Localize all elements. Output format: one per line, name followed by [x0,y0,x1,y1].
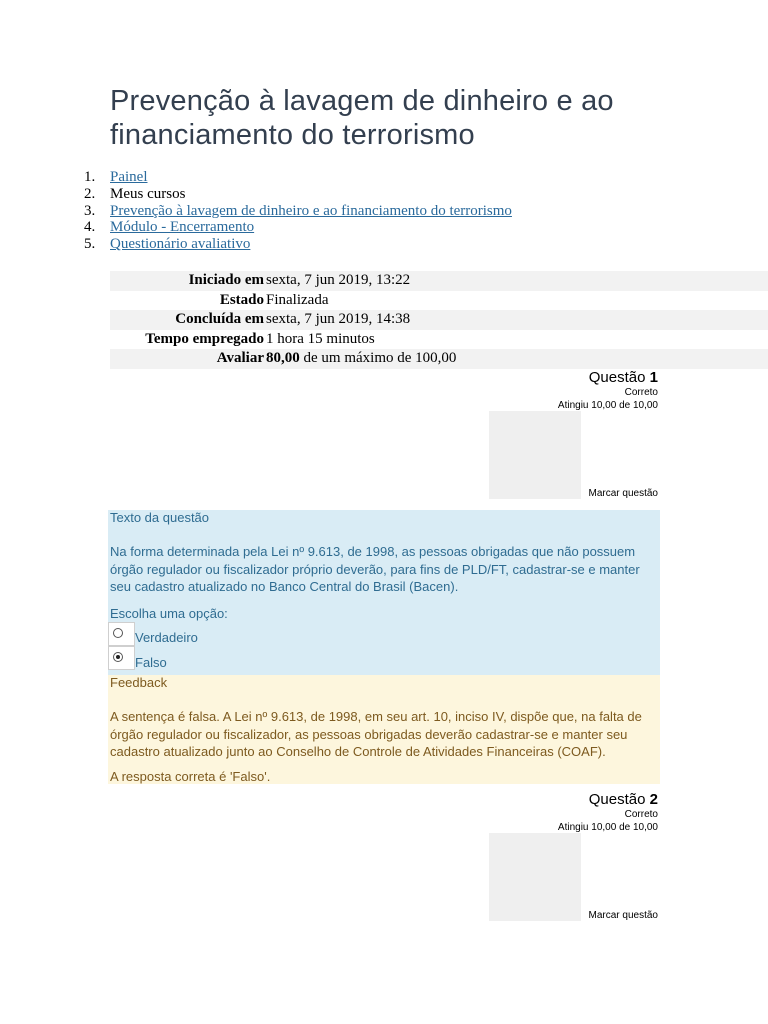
breadcrumb-item-questionario[interactable]: 5. Questionário avaliativo [84,236,251,253]
summary-row-state: Estado Finalizada [110,291,768,311]
breadcrumb [84,169,512,253]
summary-row-completed: Concluída em sexta, 7 jun 2019, 14:38 [110,310,768,330]
feedback-header: Feedback [110,675,168,690]
question-1-score: Atingiu 10,00 de 10,00 [557,400,658,411]
summary-row-time: Tempo empregado 1 hora 15 minutos [110,330,768,350]
breadcrumb-link-painel[interactable]: Painel [110,169,148,185]
question-1-number: 1 [649,369,658,386]
radio-falso[interactable] [113,652,123,662]
question-1-feedback [108,675,660,784]
grade-value: 80,00 [266,350,300,366]
breadcrumb-item-painel[interactable]: 1. Painel [84,169,148,185]
breadcrumb-link-curso[interactable]: Prevenção à lavagem de dinheiro e ao financiamento do terrorismo [110,202,512,219]
feedback-text: A sentença é falsa. A Lei nº 9.613, de 1998, em seu art. 10, inciso IV, dispõe que, na falta de órgão regulador ou fiscalizador, as pessoas obrigadas deverão cadastrar-se e manter seu cadastro atualizado junto ao Conselho de Controle de Atividades Financeiras (COAF). [110,709,642,759]
question-prompt: Escolha uma opção: [110,606,228,621]
summary-row-started: Iniciado em sexta, 7 jun 2019, 13:22 [110,271,768,291]
summary-row-grade: Avaliar 80,00 de um máximo de 100,00 [110,349,768,369]
page-title: Prevenção à lavagem de dinheiro e ao financiamento do terrorismo [110,85,614,151]
question-2-status: Correto [624,809,658,820]
option-falso-box[interactable] [108,646,135,670]
question-1-status: Correto [624,387,658,398]
breadcrumb-item-meus-cursos: 2. Meus cursos [84,185,186,202]
option-verdadeiro-label[interactable]: Verdadeiro [135,630,198,645]
breadcrumb-item-curso[interactable]: 3. Prevenção à lavagem de dinheiro e ao financiamento do terrorismo [84,202,512,219]
radio-verdadeiro[interactable] [113,628,123,638]
question-2-info: Questão 2 Correto Atingiu 10,00 de 10,00 [470,791,658,834]
question-2-flag-image[interactable] [489,833,581,921]
option-verdadeiro-box[interactable] [108,622,135,646]
question-1-flag-image[interactable] [489,411,581,499]
breadcrumb-text-meus-cursos: Meus cursos [110,185,186,202]
attempt-summary-table [110,271,768,369]
breadcrumb-link-questionario[interactable]: Questionário avaliativo [110,236,251,253]
question-2-score: Atingiu 10,00 de 10,00 [557,822,658,833]
option-falso-label[interactable]: Falso [135,655,167,670]
question-1-flag-link[interactable]: Marcar questão [588,488,658,499]
question-2-flag-link[interactable]: Marcar questão [588,910,658,921]
breadcrumb-link-modulo[interactable]: Módulo - Encerramento [110,219,255,236]
correct-answer: A resposta correta é 'Falso'. [110,769,271,784]
question-1-info: Questão 1 Correto Atingiu 10,00 de 10,00 [470,369,658,412]
breadcrumb-item-modulo[interactable]: 4. Módulo - Encerramento [84,219,255,236]
question-text: Na forma determinada pela Lei nº 9.613, de 1998, as pessoas obrigadas que não possuem órgão regulador ou fiscalizador próprio deverão, para fins de PLD/FT, cadastrar-se e manter seu cadastro atualizado no Banco Central do Brasil (Bacen). [110,544,640,594]
question-1-content [108,510,660,675]
question-2-number: 2 [649,791,658,808]
question-text-header: Texto da questão [110,510,210,525]
